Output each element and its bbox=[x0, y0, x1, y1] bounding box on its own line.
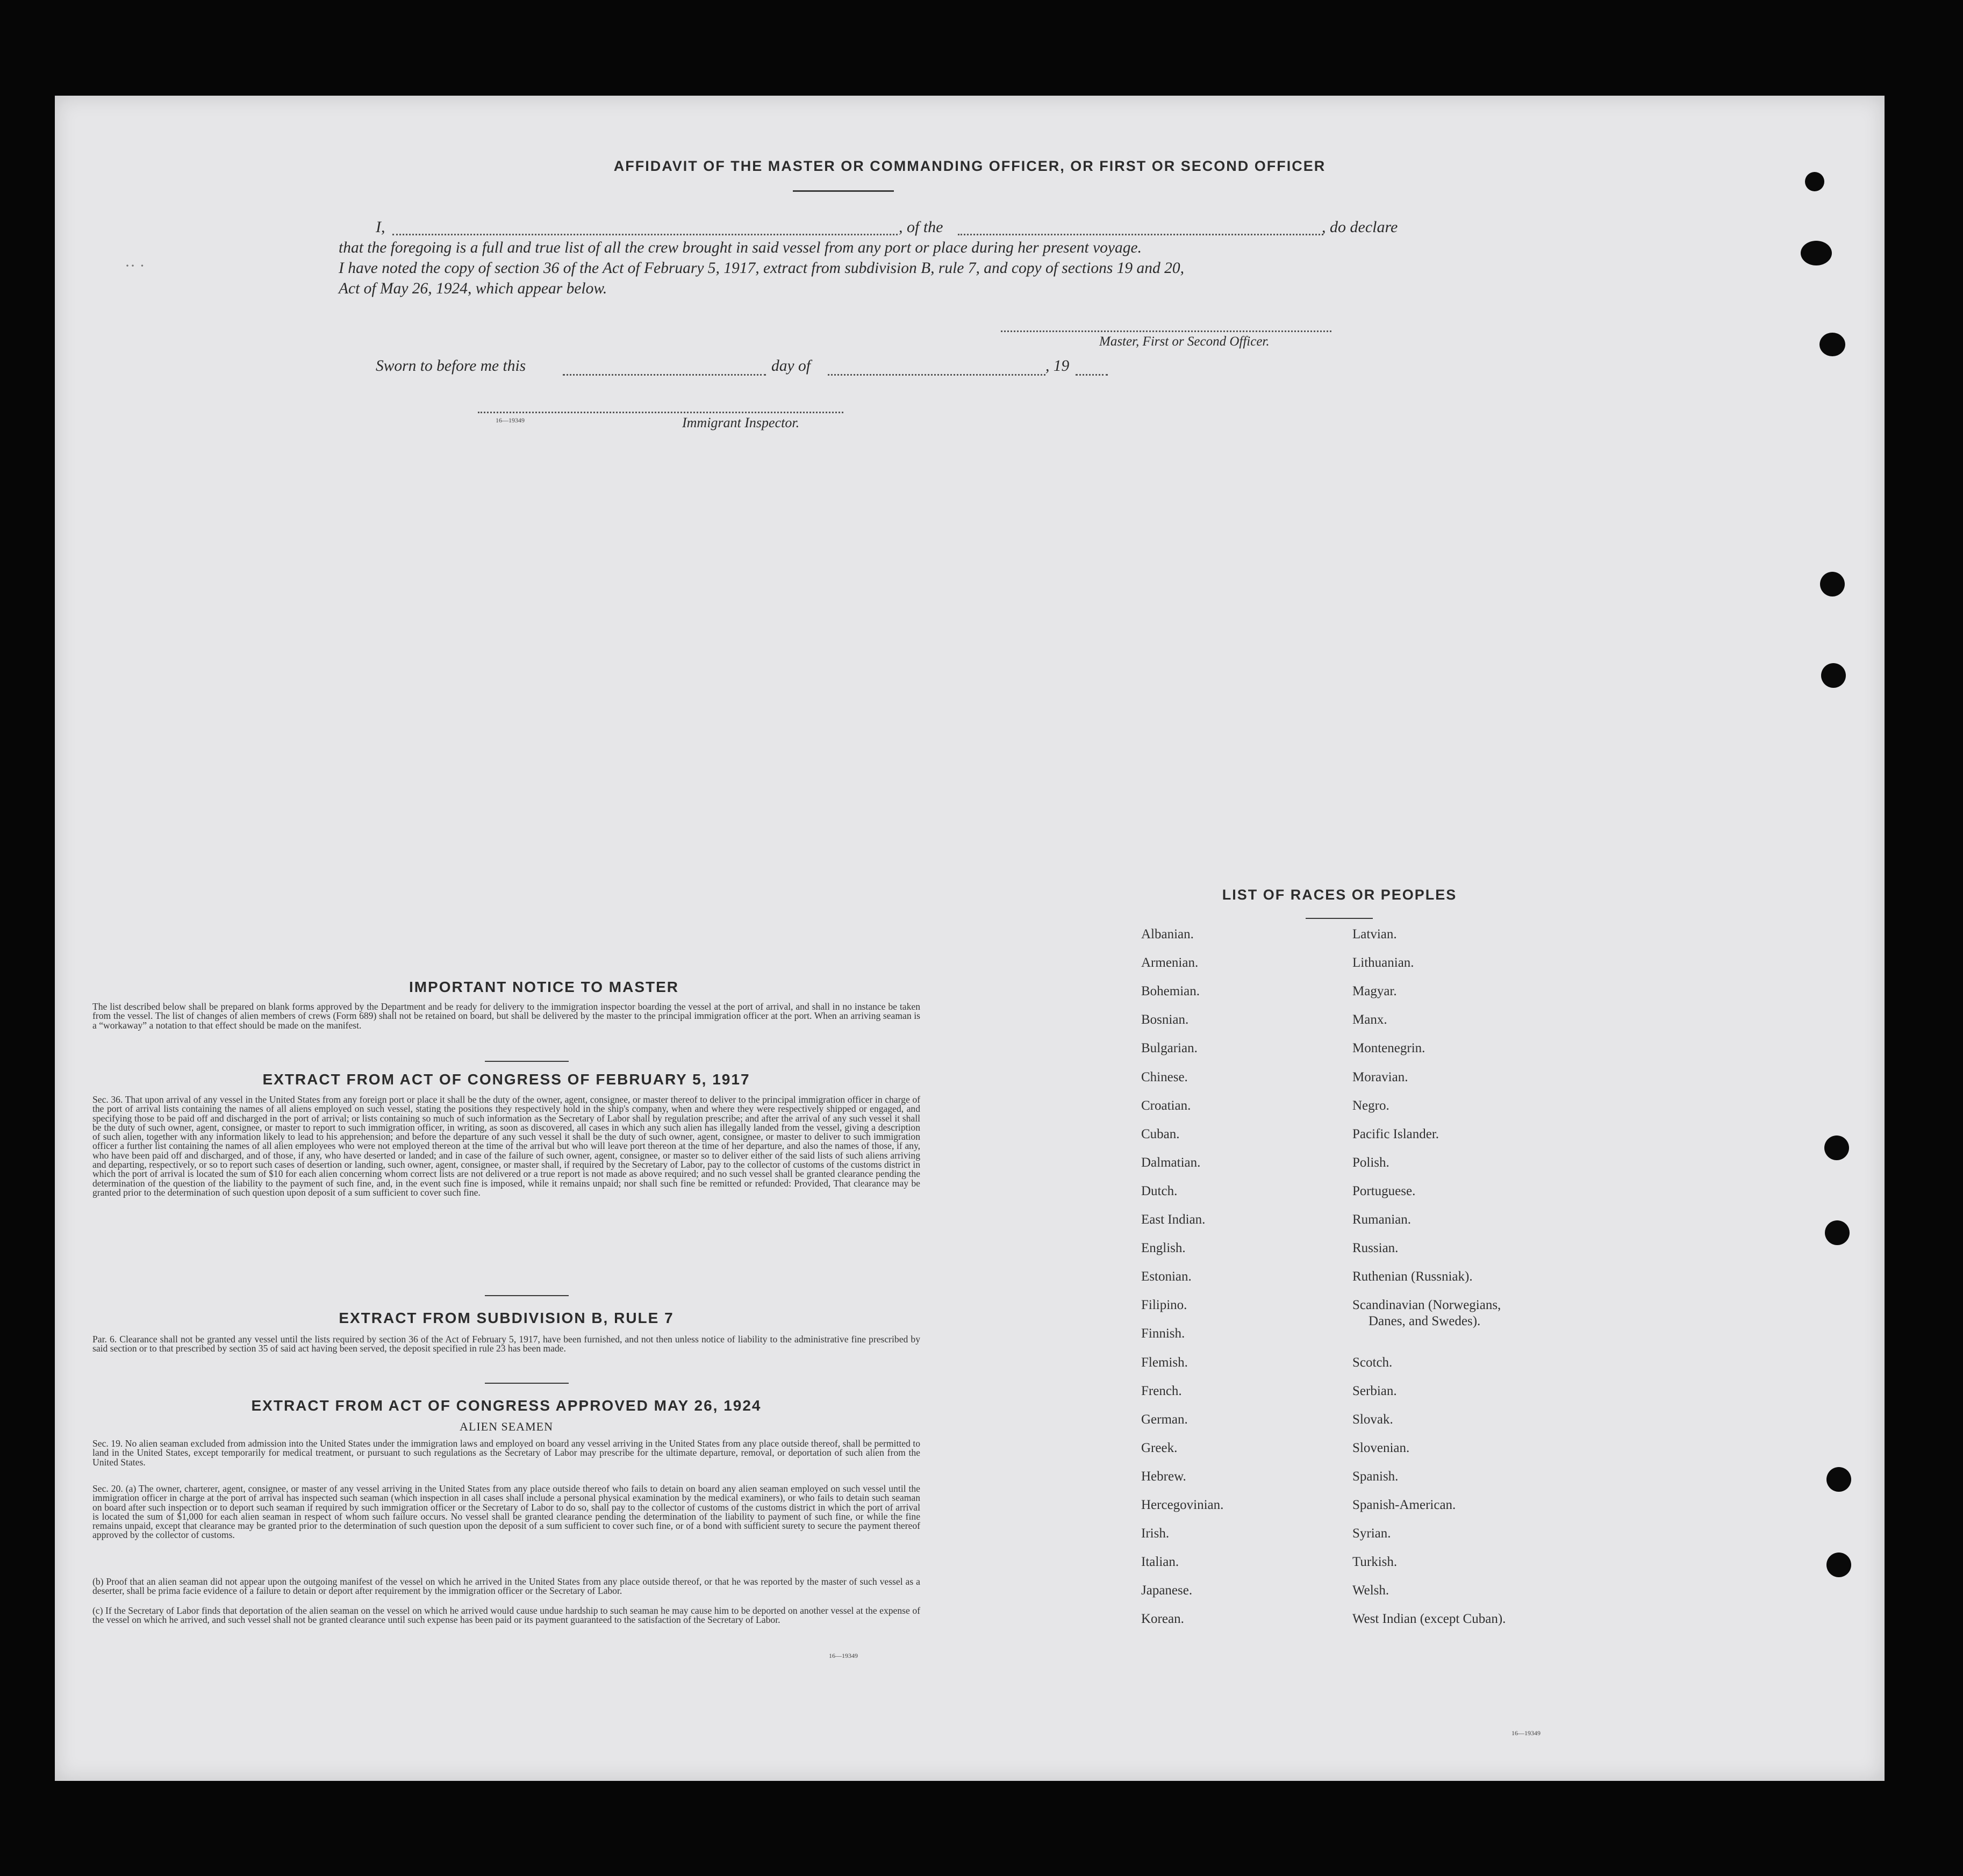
race-item: Korean. bbox=[1141, 1612, 1184, 1627]
race-item: Flemish. bbox=[1141, 1355, 1188, 1370]
race-item: Cuban. bbox=[1141, 1126, 1180, 1141]
races-divider bbox=[1306, 918, 1373, 919]
race-item: East Indian. bbox=[1141, 1212, 1206, 1227]
race-item: French. bbox=[1141, 1383, 1182, 1398]
affidavit-line4: Act of May 26, 1924, which appear below. bbox=[339, 280, 607, 297]
affidavit-line1-i: I, bbox=[376, 218, 385, 236]
race-item: Hebrew. bbox=[1141, 1469, 1186, 1484]
extract-rule7-text: Par. 6. Clearance shall not be granted any vessel until the lists required by section 36 of the Act of February 5, 1917, have been furnished, and not then unless notice of liability to the administrative fine prescribed by said section or to that prescribed by section 35 of said act having been served, the deposit specified in rule 23 has been made. bbox=[92, 1334, 920, 1354]
punch-hole bbox=[1801, 241, 1832, 265]
extract-1917-title: EXTRACT FROM ACT OF CONGRESS OF FEBRUARY 5, 1917 bbox=[262, 1071, 750, 1088]
race-item: Dutch. bbox=[1141, 1183, 1178, 1198]
race-item: Filipino. bbox=[1141, 1298, 1187, 1313]
race-item: Albanian. bbox=[1141, 927, 1194, 941]
sworn-day-field[interactable] bbox=[563, 374, 766, 376]
sec19-text: Sec. 19. No alien seaman excluded from admission into the United States under the immigration laws and employed on board any vessel arriving in the United States from any place outside thereof, shall be permitted to land in the United States, except temporarily for medical treatment, or pursuant to such regulations as the Secretary of Labor may prescribe for the ultimate departure, removal, or deportation of such alien from the United States. bbox=[92, 1438, 920, 1468]
sworn-month-field[interactable] bbox=[828, 374, 1045, 376]
race-item: Montenegrin. bbox=[1352, 1041, 1425, 1056]
race-item: Rumanian. bbox=[1352, 1212, 1412, 1227]
vessel-name-field[interactable] bbox=[958, 234, 1323, 235]
divider-3 bbox=[485, 1383, 569, 1384]
race-item: Bohemian. bbox=[1141, 984, 1200, 999]
race-item: Russian. bbox=[1352, 1241, 1399, 1256]
extract-1924-subtitle: ALIEN SEAMEN bbox=[460, 1420, 553, 1433]
race-item: Greek. bbox=[1141, 1440, 1178, 1455]
extract-rule7-title: EXTRACT FROM SUBDIVISION B, RULE 7 bbox=[339, 1310, 674, 1326]
extract-1917-text: Sec. 36. That upon arrival of any vessel in the United States from any foreign port or place it shall be the duty of the owner, agent, consignee, or master thereof to deliver to the principal immigration officer in charge of the port of arrival lists containing the names of all aliens employed on such vessel, stating the positions they respectively hold in the ship's company, when and where they were respectively shipped or engaged, and specifying those to be paid off and discharged in the port of arrival; or lists containing so much of such information as the Secretary of Labor shall by regulation prescribe; and after the arrival of any such vessel it shall be the duty of such owner, agent, consignee, or master to report to such immigration officer, in writing, as soon as discovered, all cases in which any such alien has illegally landed from the vessel, giving a description of such alien, together with any information likely to lead to his apprehension; and before the departure of any such vessel it shall be the duty of such owner, agent, consignee, or master to deliver to such immigration officer a further list containing the names of all alien employees who were not employed thereon at the time of the arrival but who will leave port thereon at the time of her departure, and also the names of those, if any, who have been paid off and discharged, and of those, if any, who have deserted or landed; and in case of the failure of such owner, agent, consignee, or master so to deliver either of the said lists of such aliens arriving and departing, respectively, or so to report such cases of desertion or landing, such owner, agent, consignee, or master shall, if required by the Secretary of Labor, pay to the collector of customs of the customs district in which the port of arrival is located the sum of $10 for each alien concerning whom correct lists are not delivered or a true report is not made as above required; and no such vessel shall be granted clearance pending the determination of the question of the liability to the payment of such fine, and, in the event such fine is imposed, while it remains unpaid; nor shall such fine be remitted or refunded: Provided, That clearance may be granted prior to the determination of such question upon deposit of a sum sufficient to cover such fine. bbox=[92, 1094, 920, 1198]
race-item: Serbian. bbox=[1352, 1383, 1397, 1398]
race-item: Ruthenian (Russniak). bbox=[1352, 1269, 1473, 1284]
notice-title: IMPORTANT NOTICE TO MASTER bbox=[409, 979, 679, 995]
race-item: Irish. bbox=[1141, 1526, 1170, 1541]
inspector-signature-field[interactable] bbox=[478, 412, 843, 413]
affidavit-form-number: 16—19349 bbox=[496, 416, 525, 424]
punch-hole bbox=[1820, 572, 1845, 596]
race-item: Portuguese. bbox=[1352, 1183, 1416, 1198]
divider-2 bbox=[485, 1295, 569, 1296]
race-item: Armenian. bbox=[1141, 955, 1199, 971]
punch-hole bbox=[1826, 1552, 1851, 1577]
races-right-column bbox=[1352, 927, 1621, 1744]
sec20c-text: (c) If the Secretary of Labor finds that deportation of the alien seaman on the vessel on which he arrived would cause undue hardship to such seaman he may cause him to be deported on another vessel at the expense of the vessel on which he arrived, and such vessel shall not be granted clearance until such expense has been paid or its payment guaranteed to the satisfaction of the Secretary of Labor. bbox=[92, 1605, 920, 1626]
notice-text: The list described below shall be prepared on blank forms approved by the Department and be ready for delivery to the immigration inspector boarding the vessel at the port of arrival, and shall in no instance be taken from the vessel. The list of changes of alien members of crews (Form 689) shall not be retained on board, but shall be delivered by the master to the principal immigration officer at the port. When an arriving seaman is a “workaway” a notation to that effect should be made on the manifest. bbox=[92, 1001, 920, 1031]
race-item: Slovak. bbox=[1352, 1412, 1393, 1427]
sworn-label: Sworn to before me this bbox=[376, 357, 526, 375]
race-item: Spanish. bbox=[1352, 1469, 1399, 1484]
race-item: Manx. bbox=[1352, 1012, 1387, 1027]
race-item: Slovenian. bbox=[1352, 1440, 1410, 1455]
affidavit-line3: I have noted the copy of section 36 of the Act of February 5, 1917, extract from subdivision B, rule 7, and copy of sections 19 and 20, bbox=[339, 260, 1185, 277]
form-page bbox=[55, 96, 1885, 1781]
races-title: LIST OF RACES OR PEOPLES bbox=[1222, 887, 1457, 903]
race-item: Finnish. bbox=[1141, 1326, 1185, 1341]
sworn-year-field[interactable] bbox=[1076, 374, 1108, 376]
race-item: Hercegovinian. bbox=[1141, 1498, 1224, 1512]
race-item: Lithuanian. bbox=[1352, 955, 1414, 971]
master-signature-field[interactable] bbox=[1001, 330, 1331, 332]
race-item: West Indian (except Cuban). bbox=[1352, 1612, 1506, 1627]
race-item: Syrian. bbox=[1352, 1526, 1391, 1541]
punch-hole bbox=[1821, 663, 1846, 688]
race-item: Italian. bbox=[1141, 1555, 1179, 1570]
year-prefix: , 19 bbox=[1045, 357, 1070, 375]
race-item: Turkish. bbox=[1352, 1555, 1398, 1570]
race-item: Croatian. bbox=[1141, 1098, 1191, 1113]
punch-hole bbox=[1824, 1135, 1849, 1160]
race-item: Japanese. bbox=[1141, 1583, 1193, 1598]
divider-1 bbox=[485, 1061, 569, 1062]
signature-label: Master, First or Second Officer. bbox=[1099, 334, 1270, 349]
affidavit-line1-do-declare: , do declare bbox=[1322, 218, 1398, 236]
race-item: Danes, and Swedes). bbox=[1369, 1314, 1481, 1329]
title-divider bbox=[793, 190, 894, 192]
race-item: Magyar. bbox=[1352, 984, 1397, 999]
race-item: Pacific Islander. bbox=[1352, 1126, 1439, 1141]
punch-hole bbox=[1819, 333, 1845, 356]
races-left-column bbox=[1141, 927, 1329, 1744]
affidavit-title: AFFIDAVIT OF THE MASTER OR COMMANDING OFFICER, OR FIRST OR SECOND OFFICER bbox=[613, 158, 1326, 174]
race-item: German. bbox=[1141, 1412, 1188, 1427]
race-item: Spanish-American. bbox=[1352, 1498, 1456, 1512]
declarant-name-field[interactable] bbox=[392, 234, 898, 235]
punch-hole bbox=[1826, 1467, 1851, 1492]
race-item: Bosnian. bbox=[1141, 1012, 1189, 1027]
affidavit-line2: that the foregoing is a full and true list of all the crew brought in said vessel from any port or place during her present voyage. bbox=[339, 239, 1142, 256]
extract-1924-title: EXTRACT FROM ACT OF CONGRESS APPROVED MAY 26, 1924 bbox=[251, 1397, 762, 1414]
race-item: Chinese. bbox=[1141, 1069, 1188, 1084]
race-item: Moravian. bbox=[1352, 1069, 1408, 1084]
race-item: Bulgarian. bbox=[1141, 1041, 1198, 1056]
punch-hole bbox=[1805, 172, 1824, 191]
punch-hole bbox=[1825, 1220, 1850, 1245]
race-item: Dalmatian. bbox=[1141, 1155, 1201, 1170]
sec20a-text: Sec. 20. (a) The owner, charterer, agent, consignee, or master of any vessel arriving in the United States from any place outside thereof who fails to detain on board any alien seaman employed on such vessel until the immigration officer in charge at the port of arrival has inspected such seaman (which inspection in all cases shall include a personal physical examination by the medical examiners), or who fails to detain such seaman on board after such inspection or to deport such seaman if required by such immigration officer or the Secretary of Labor to do so, shall pay to the collector of customs of the customs district in which the port of arrival is located the sum of $1,000 for each alien seaman in respect of whom such failure occurs. No vessel shall be granted clearance pending the determination of the liability to payment of such fine, or while the fine remains unpaid, except that clearance may be granted prior to the determination of such question upon the deposit of a sum sufficient to cover such fine, or of a bond with sufficient surety to secure the payment thereof approved by the collector of customs. bbox=[92, 1483, 920, 1541]
race-item: Welsh. bbox=[1352, 1583, 1389, 1598]
race-item: Latvian. bbox=[1352, 927, 1397, 941]
sec20b-text: (b) Proof that an alien seaman did not appear upon the outgoing manifest of the vessel on which he arrived in the United States from any place outside thereof, or that he was reported by the master of such vessel as a deserter, shall be prima facie evidence of a failure to detain or deport after requirement by the immigration officer or the Secretary of Labor. bbox=[92, 1576, 920, 1597]
race-item: Negro. bbox=[1352, 1098, 1389, 1113]
race-item: Scotch. bbox=[1352, 1355, 1393, 1370]
handwritten-mark: ·· · bbox=[125, 257, 145, 275]
race-item: Estonian. bbox=[1141, 1269, 1192, 1284]
races-form-number: 16—19349 bbox=[1511, 1729, 1541, 1737]
day-of-label: day of bbox=[771, 357, 811, 375]
affidavit-line1-of-the: , of the bbox=[899, 218, 943, 236]
extract-form-number: 16—19349 bbox=[829, 1652, 858, 1659]
race-item: Polish. bbox=[1352, 1155, 1389, 1170]
race-item: English. bbox=[1141, 1241, 1186, 1256]
race-item: Scandinavian (Norwegians, bbox=[1352, 1298, 1501, 1313]
inspector-label: Immigrant Inspector. bbox=[682, 415, 800, 430]
